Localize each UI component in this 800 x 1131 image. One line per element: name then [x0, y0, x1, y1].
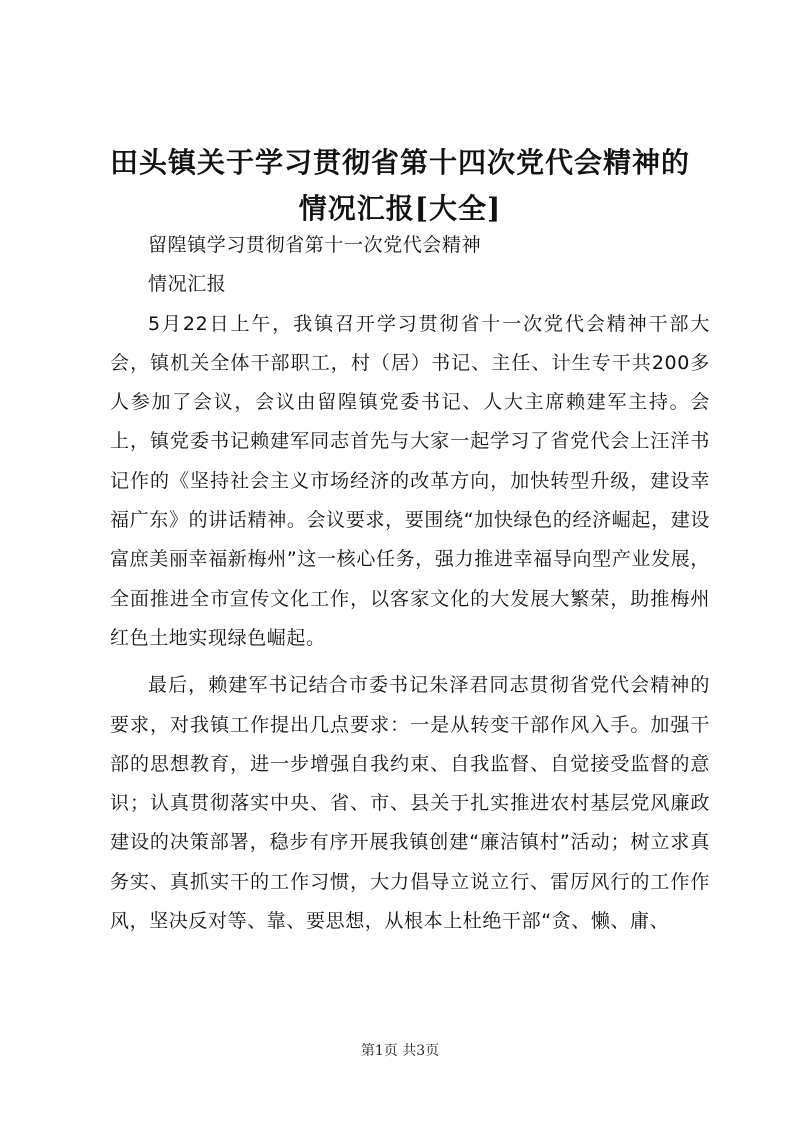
page-footer: 第1页 共3页 — [360, 1043, 440, 1059]
paragraph-1: 5月22日上午，我镇召开学习贯彻省十一次党代会精神干部大会，镇机关全体干部职工，村（居）书记、主任、计生专干共200多人参加了会议，会议由留隍镇党委书记、人大主席赖建军主持。会上，镇党委书记赖建军同志首先与大家一起学习了省党代会上汪洋书记作的《坚持社会主义市场经济的改革方向，加快转型升级，建设幸福广东》的讲话精神。会议要求，要围绕“加快绿色的经济崛起，建设富庶美丽幸福新梅州”这一核心任务，强力推进幸福导向型产业发展，全面推进全市宣传文化工作，以客家文化的大发展大繁荣，助推梅州红色土地实现绿色崛起。 — [110, 312, 710, 649]
document-title — [100, 140, 700, 232]
document-body — [110, 226, 710, 941]
title-line-1: 田头镇关于学习贯彻省第十四次党代会精神的 — [109, 146, 690, 179]
subtitle-line-1: 留隍镇学习贯彻省第十一次党代会精神 — [148, 234, 482, 256]
title-line-2: 情况汇报[大全] — [298, 192, 502, 225]
paragraph-2: 最后，赖建军书记结合市委书记朱泽君同志贯彻省党代会精神的要求，对我镇工作提出几点要求：一是从转变干部作风入手。加强干部的思想教育，进一步增强自我约束、自我监督、自觉接受监督的意识；认真贯彻落实中央、省、市、县关于扎实推进农村基层党风廉政建设的决策部署，稳步有序开展我镇创建“廉洁镇村”活动；树立求真务实、真抓实干的工作习惯，大力倡导立说立行、雷厉风行的工作作风，坚决反对等、靠、要思想，从根本上杜绝干部“贪、懒、庸、 — [110, 674, 710, 933]
subtitle-line-2: 情况汇报 — [148, 273, 227, 296]
